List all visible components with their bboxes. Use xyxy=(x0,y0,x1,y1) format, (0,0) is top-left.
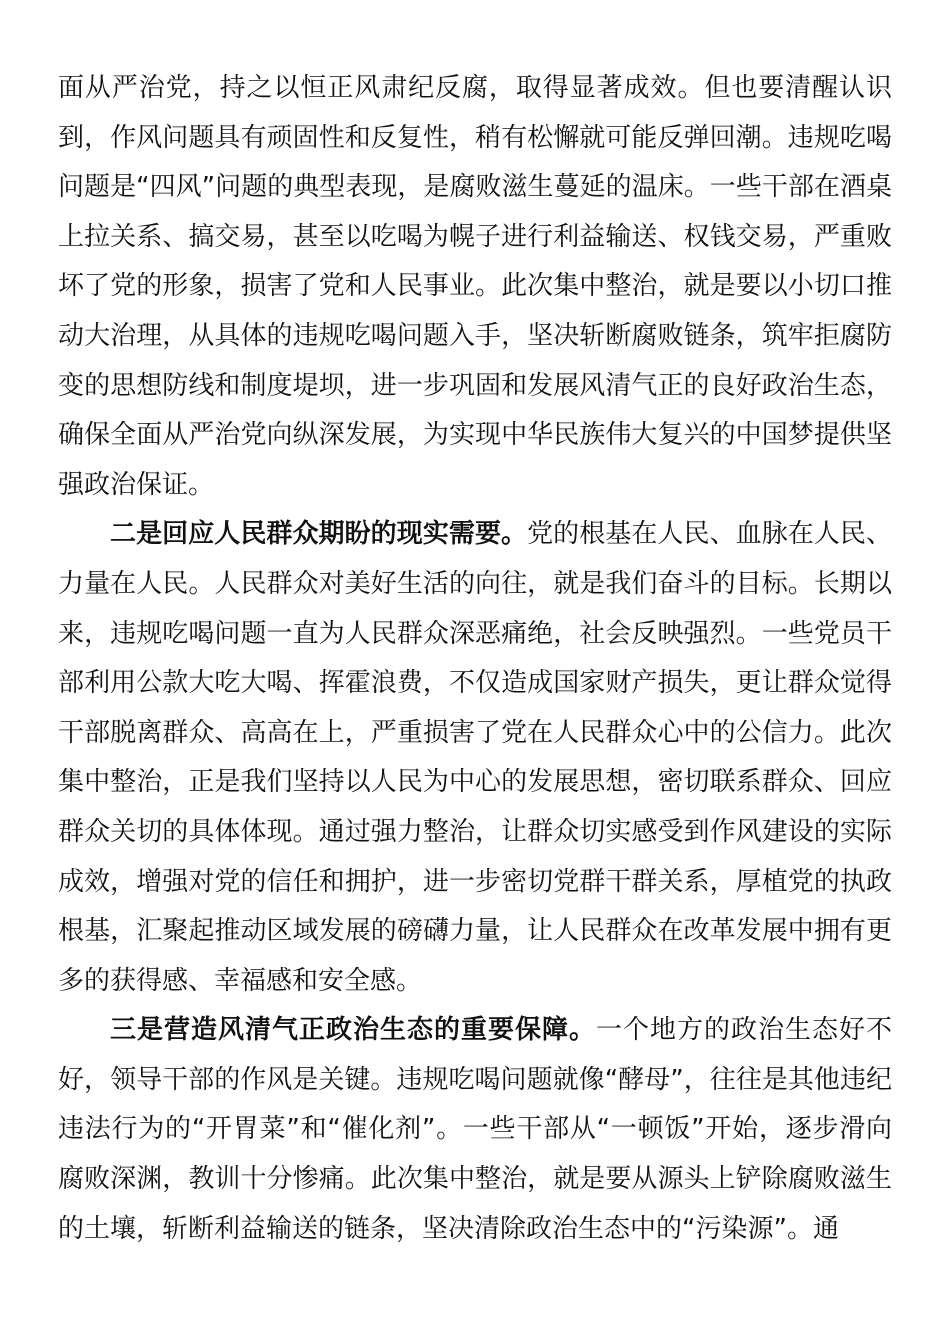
paragraph-second-point xyxy=(58,510,892,1006)
paragraph-2-text: 党的根基在人民、血脉在人民、力量在人民。人民群众对美好生活的向往，就是我们奋斗的目标。长期以来，违规吃喝问题一直为人民群众深恶痛绝，社会反映强烈。一些党员干部利用公款大吃大喝、挥霍浪费，不仅造成国家财产损失，更让群众觉得干部脱离群众、高高在上，严重损害了党在人民群众心中的公信力。此次集中整治，正是我们坚持以人民为中心的发展思想，密切联系群众、回应群众关切的具体体现。通过强力整治，让群众切实感受到作风建设的实际成效，增强对党的信任和拥护，进一步密切党群干群关系，厚植党的执政根基，汇聚起推动区域发展的磅礴力量，让人民群众在改革发展中拥有更多的获得感、幸福感和安全感。 xyxy=(58,519,892,996)
document-page xyxy=(58,64,892,1254)
paragraph-continuation xyxy=(58,64,892,510)
paragraph-3-text: 一个地方的政治生态好不好，领导干部的作风是关键。违规吃喝问题就像“酵母”，往往是其他违纪违法行为的“开胃菜”和“催化剂”。一些干部从“一顿饭”开始，逐步滑向腐败深渊，教训十分惨痛。此次集中整治，就是要从源头上铲除腐败滋生的土壤，斩断利益输送的链条，坚决清除政治生态中的“污染源”。通 xyxy=(58,1015,892,1244)
paragraph-1-text: 面从严治党，持之以恒正风肃纪反腐，取得显著成效。但也要清醒认识到，作风问题具有顽固性和反复性，稍有松懈就可能反弹回潮。违规吃喝问题是“四风”问题的典型表现，是腐败滋生蔓延的温床。一些干部在酒桌上拉关系、搞交易，甚至以吃喝为幌子进行利益输送、权钱交易，严重败坏了党的形象，损害了党和人民事业。此次集中整治，就是要以小切口推动大治理，从具体的违规吃喝问题入手，坚决斩断腐败链条，筑牢拒腐防变的思想防线和制度堤坝，进一步巩固和发展风清气正的良好政治生态，确保全面从严治党向纵深发展，为实现中华民族伟大复兴的中国梦提供坚强政治保证。 xyxy=(58,73,892,500)
paragraph-3-heading: 三是营造风清气正政治生态的重要保障。 xyxy=(110,1015,596,1046)
paragraph-2-heading: 二是回应人民群众期盼的现实需要。 xyxy=(110,519,528,550)
paragraph-third-point xyxy=(58,1006,892,1254)
